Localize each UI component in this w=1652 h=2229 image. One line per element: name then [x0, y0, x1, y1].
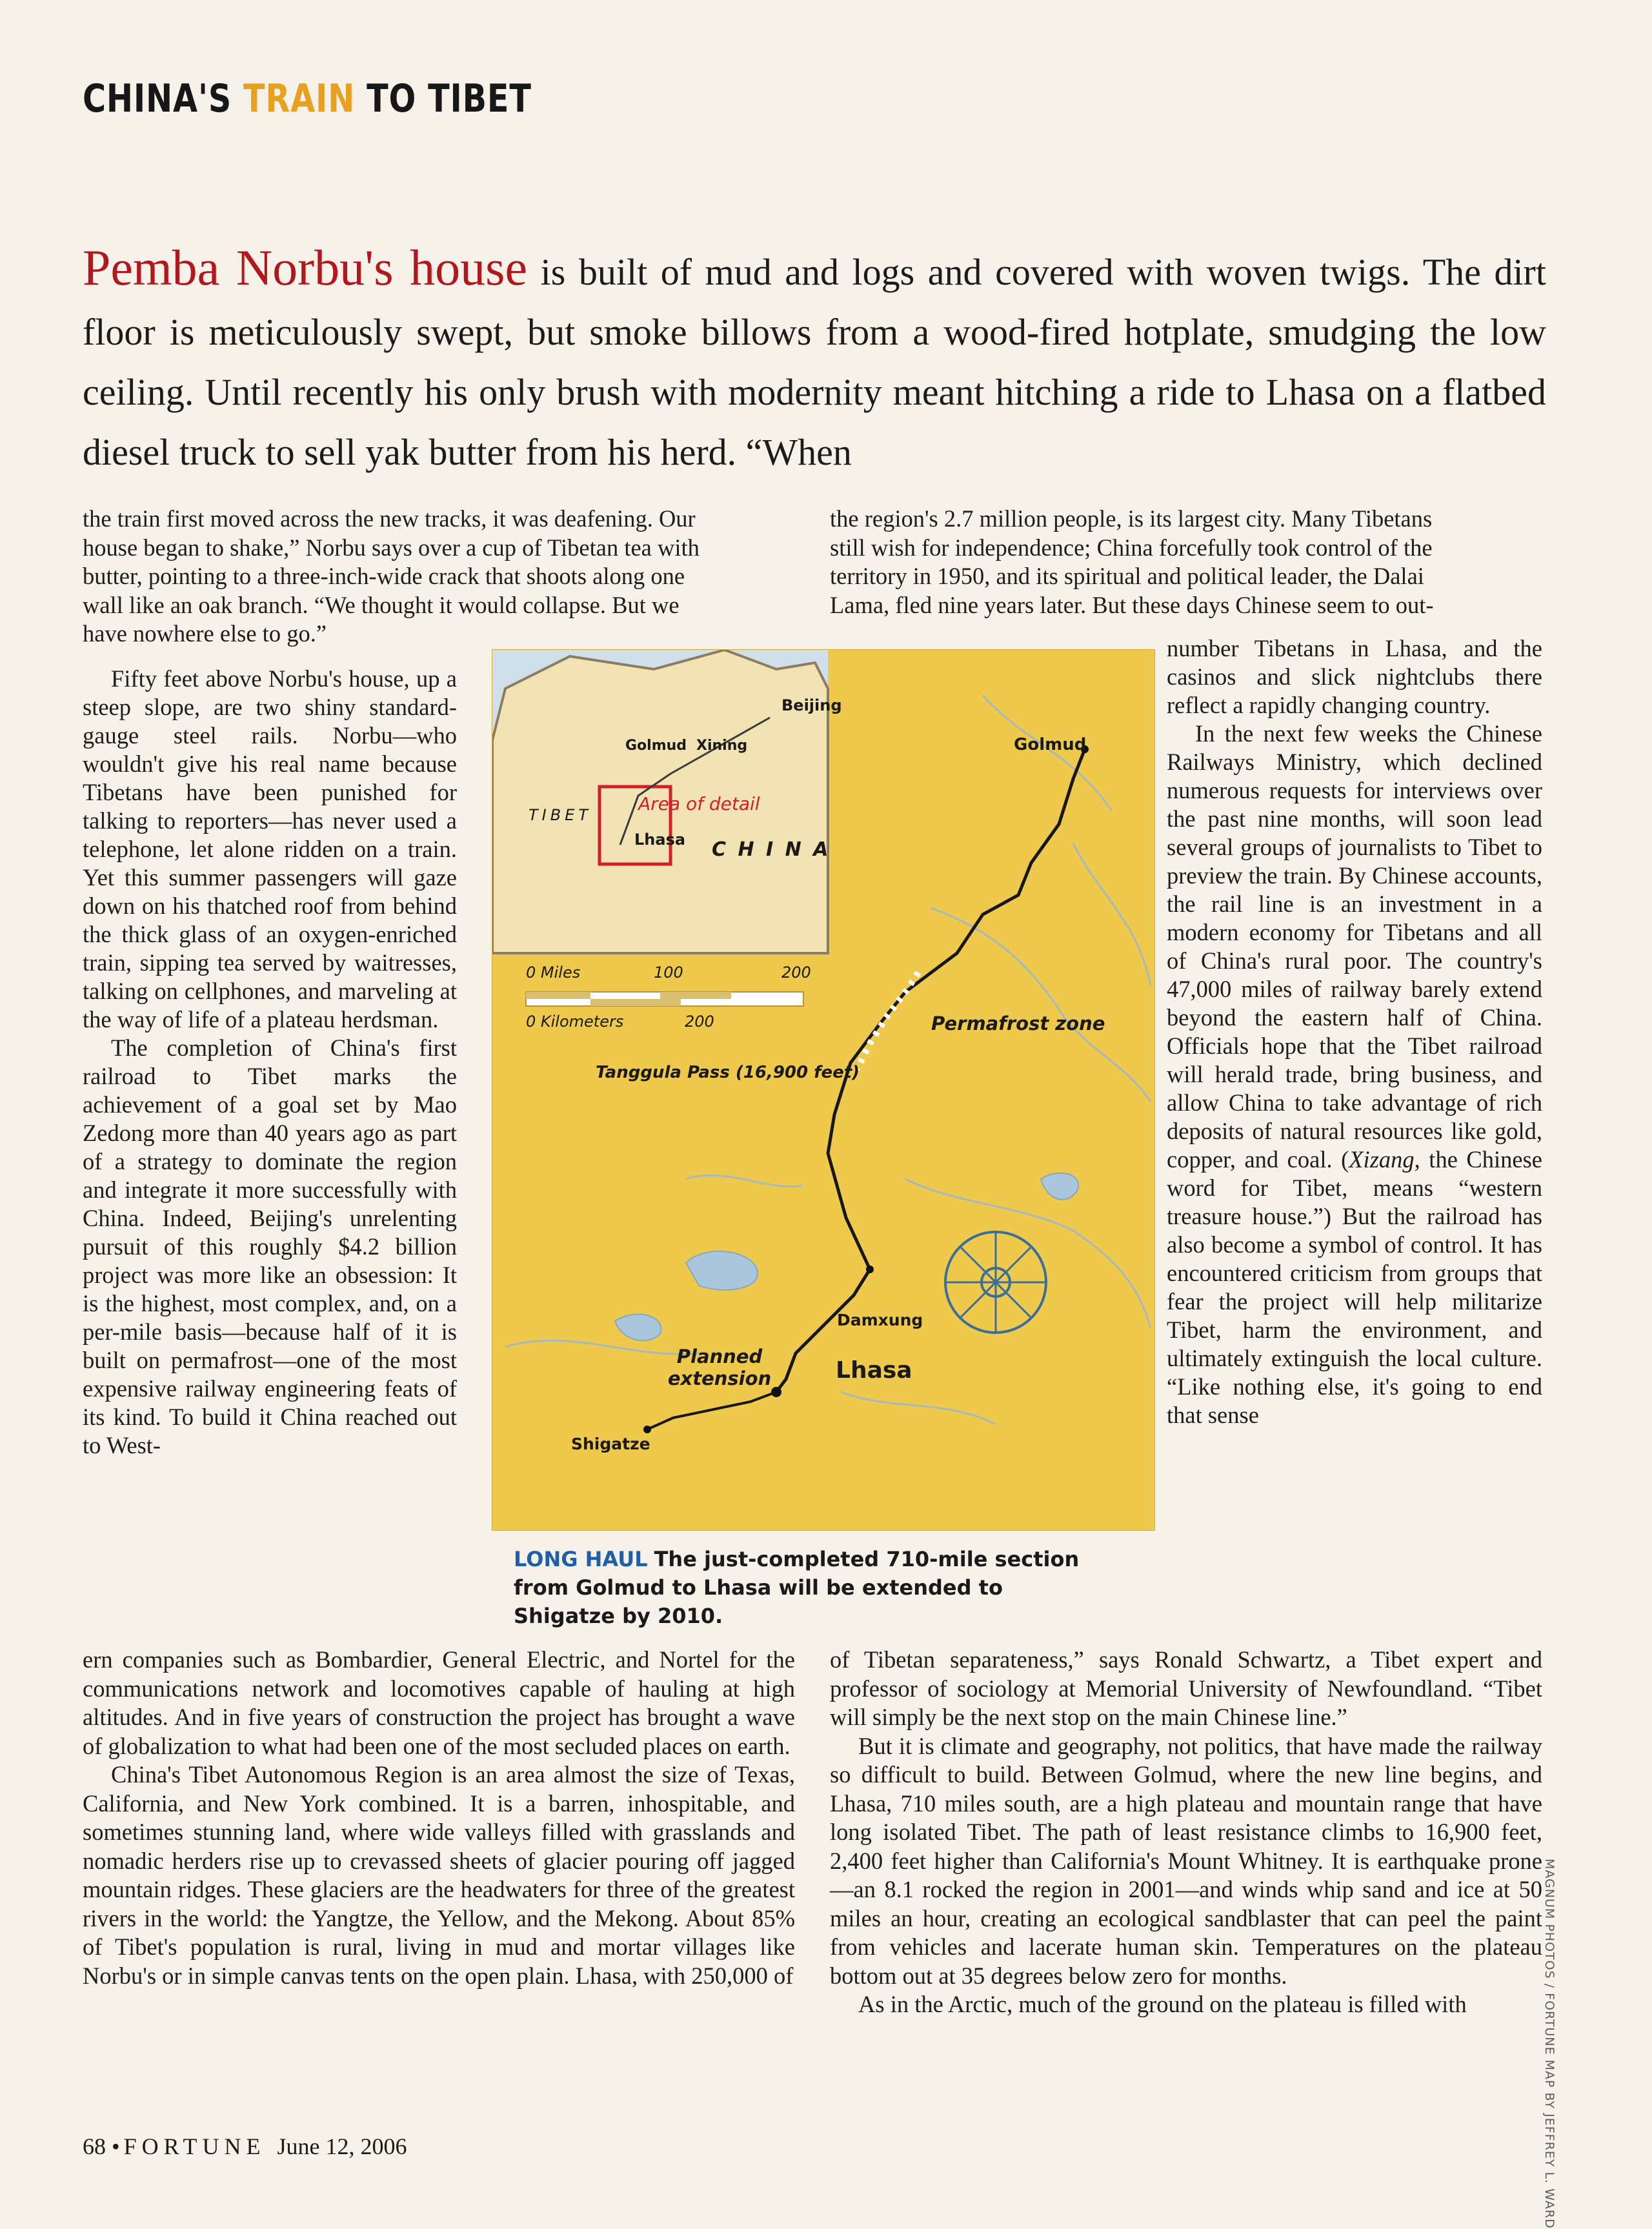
page-number: 68 • — [83, 2133, 120, 2159]
left-column-narrow — [83, 665, 457, 1460]
lede-text: is built of mud and logs and covered with woven twigs. The dirt floor is meticulously swept, but smoke billows from a wood-fired hotplate, smudging the low ceiling. Until recently his only brush with modernity meant hitching a ride to Lhasa on a flatbed diesel truck to sell yak butter from his herd. “When — [83, 251, 1546, 473]
kicker-part-c: TO TIBET — [355, 76, 532, 121]
text-line: still wish for independence; China forcefully took control of the — [830, 534, 1433, 561]
photo-credit: MAGNUM PHOTOS / FORTUNE MAP BY JEFFREY L. WARD — [1542, 1859, 1556, 2229]
text-line: territory in 1950, and its spiritual and political leader, the Dalai — [830, 563, 1424, 589]
paragraph-text: In the next few weeks the Chinese Railways Ministry, which declined numerous requests for interviews over the past nine months, will soon lead several groups of journalists to Tibet to preview the train. By Chinese accounts, the rail line is an investment in a modern economy for Tibetans and all of China's rural poor. The country's 47,000 miles of railway barely extend beyond the eastern half of China. Officials hope that the Tibet railroad will herald trade, bring business, and allow China to take advantage of rich deposits of natural resources like gold, copper, and coal. ( — [1167, 720, 1542, 1173]
map-label-tanggula-pass: Tanggula Pass (16,900 feet) — [596, 1063, 860, 1082]
map-label-china: C H I N A — [712, 838, 831, 861]
map-label-inset-lhasa: Lhasa — [634, 831, 686, 849]
text-line: house began to shake,” Norbu says over a cup of Tibetan tea with — [83, 534, 700, 561]
lede-paragraph — [83, 237, 1546, 482]
right-column-top — [830, 505, 1542, 620]
right-column-bottom — [830, 1646, 1542, 2019]
scale-label-miles: 0 Miles — [526, 963, 581, 982]
text-line: the region's 2.7 million people, is its largest city. Many Tibetans — [830, 505, 1433, 532]
left-column-top — [83, 505, 795, 649]
dharma-wheel-icon — [945, 1232, 1046, 1333]
railway-map — [492, 649, 1155, 1531]
kicker-part-a: CHINA'S — [83, 76, 244, 121]
map-graphic — [492, 650, 1154, 1530]
permafrost-zone-marker — [857, 973, 918, 1069]
paragraph: of Tibetan separateness,” says Ronald Schwartz, a Tibet expert and professor of sociology at Memorial University of Newfoundland. “Tibet will simply be the next stop on the main Chinese line.” — [830, 1646, 1542, 1730]
map-label-golmud: Golmud — [1014, 735, 1087, 754]
paragraph: number Tibetans in Lhasa, and the casinos and slick nightclubs there reflect a rapidly changing country. — [1167, 635, 1542, 718]
text-line: Lama, fled nine years later. But these days Chinese seem to out- — [830, 591, 1434, 618]
map-label-damxung: Damxung — [837, 1311, 923, 1329]
map-label-lhasa: Lhasa — [836, 1357, 912, 1384]
map-label-area-of-detail: Area of detail — [638, 793, 760, 814]
map-label-permafrost: Permafrost zone — [931, 1013, 1105, 1034]
scale-label-miles-100: 100 — [654, 963, 683, 982]
magazine-name: FORTUNE — [123, 2133, 266, 2159]
paragraph — [1167, 720, 1542, 1429]
right-column-narrow — [1167, 634, 1542, 1429]
paragraph: China's Tibet Autonomous Region is an area almost the size of Texas, California, and New York combined. It is a barren, inhospitable, and sometimes stunning land, where wide valleys filled with grasslands and nomadic herders rise up to crevassed sheets of glacier pouring off jagged mountain ridges. These glaciers are the headwaters for three of the greatest rivers in the world: the Yangtze, the Yellow, and the Mekong. About 85% of Tibet's population is rural, living in mud and mortar villages like Norbu's or in simple canvas tents on the open plain. Lhasa, with 250,000 of — [83, 1761, 795, 1989]
paragraph: Fifty feet above Norbu's house, up a steep slope, are two shiny standard-gauge steel rails. Norbu—who wouldn't give his real name because Tibetans have been punished for talking to reporters—has never used a telephone, let alone ridden on a train. Yet this summer passengers will gaze down on his thatched roof from behind the thick glass of an oxygen-enriched train, sipping tea served by waitresses, talking on cellphones, and marveling at the way of life of a plateau herdsman. — [83, 665, 457, 1033]
scale-label-kilometers: 0 Kilometers — [526, 1013, 624, 1031]
italic-word: Xizang, — [1349, 1146, 1420, 1173]
paragraph: ern companies such as Bombardier, General Electric, and Nortel for the communications network and locomotives capable of hauling at high altitudes. And in five years of construction the project has brought a wave of globalization to what had been one of the most secluded places on earth. — [83, 1646, 795, 1759]
map-label-xining: Xining — [696, 738, 748, 754]
caption-text: The just-completed 710-mile section from Golmud to Lhasa will be extended to Shigatze by 2010. — [514, 1547, 1080, 1628]
left-column-bottom — [83, 1646, 795, 1990]
map-label-tibet: TIBET — [529, 806, 592, 824]
paragraph: The completion of China's first railroad to Tibet marks the achievement of a goal set by Mao Zedong more than 40 years ago as part of a strategy to dominate the region and integrate it more successfully with China. Indeed, Beijing's unrelenting pursuit of this roughly $4.2 billion project was more like an obsession: It is the highest, most complex, and, on a per-mile basis—because half of it is built on permafrost—one of the most expensive railway engineering feats of its kind. To build it China reached out to West- — [83, 1034, 457, 1458]
text-line: have nowhere else to go.” — [83, 620, 327, 647]
planned-extension-line — [647, 1392, 776, 1429]
page-footer — [83, 2133, 407, 2160]
planned-line-2: extension — [667, 1367, 772, 1389]
map-label-planned-extension — [655, 1346, 784, 1389]
map-label-beijing: Beijing — [781, 696, 842, 714]
scale-bar — [526, 992, 803, 1006]
text-line: butter, pointing to a three-inch-wide crack that shoots along one — [83, 563, 685, 589]
map-caption — [514, 1545, 1107, 1630]
map-label-inset-golmud: Golmud — [625, 738, 687, 754]
paragraph: But it is climate and geography, not politics, that have made the railway so difficult to build. Between Golmud, where the new line begins, and Lhasa, 710 miles south, are a high plateau and mountain range that have long isolated Tibet. The path of least resistance climbs to 16,900 feet, 2,400 feet higher than California's Mount Whitney. It is earthquake prone—an 8.1 rocked the region in 2001—and winds whip sand and ice at 50 miles an hour, creating an ecological sandblaster that can peel the paint from vehicles and lacerate human skin. Temperatures on the plateau bottom out at 35 degrees below zero for months. — [830, 1732, 1542, 1989]
paragraph: As in the Arctic, much of the ground on the plateau is filled with — [858, 1991, 1467, 2017]
scale-label-kilometers-200: 200 — [685, 1013, 714, 1031]
lede-lead-in: Pemba Norbu's house — [83, 239, 528, 296]
planned-line-1: Planned — [676, 1346, 763, 1367]
kicker-highlight: TRAIN — [243, 76, 356, 121]
issue-date: June 12, 2006 — [277, 2133, 407, 2159]
map-label-shigatze: Shigatze — [571, 1435, 650, 1453]
section-kicker — [83, 76, 532, 121]
scale-label-miles-200: 200 — [781, 963, 811, 982]
caption-tag: LONG HAUL — [514, 1547, 648, 1571]
paragraph-text: the Chinese word for Tibet, means “western treasure house.”) But the railroad has also become a symbol of control. It has encountered criticism from groups that fear the project will help militarize Tibet, harm the environment, and ultimately extinguish the local culture. “Like nothing else, it's going to end that sense — [1167, 1146, 1542, 1428]
text-line: the train first moved across the new tracks, it was deafening. Our — [83, 505, 696, 532]
text-line: wall like an oak branch. “We thought it would collapse. But we — [83, 591, 680, 618]
